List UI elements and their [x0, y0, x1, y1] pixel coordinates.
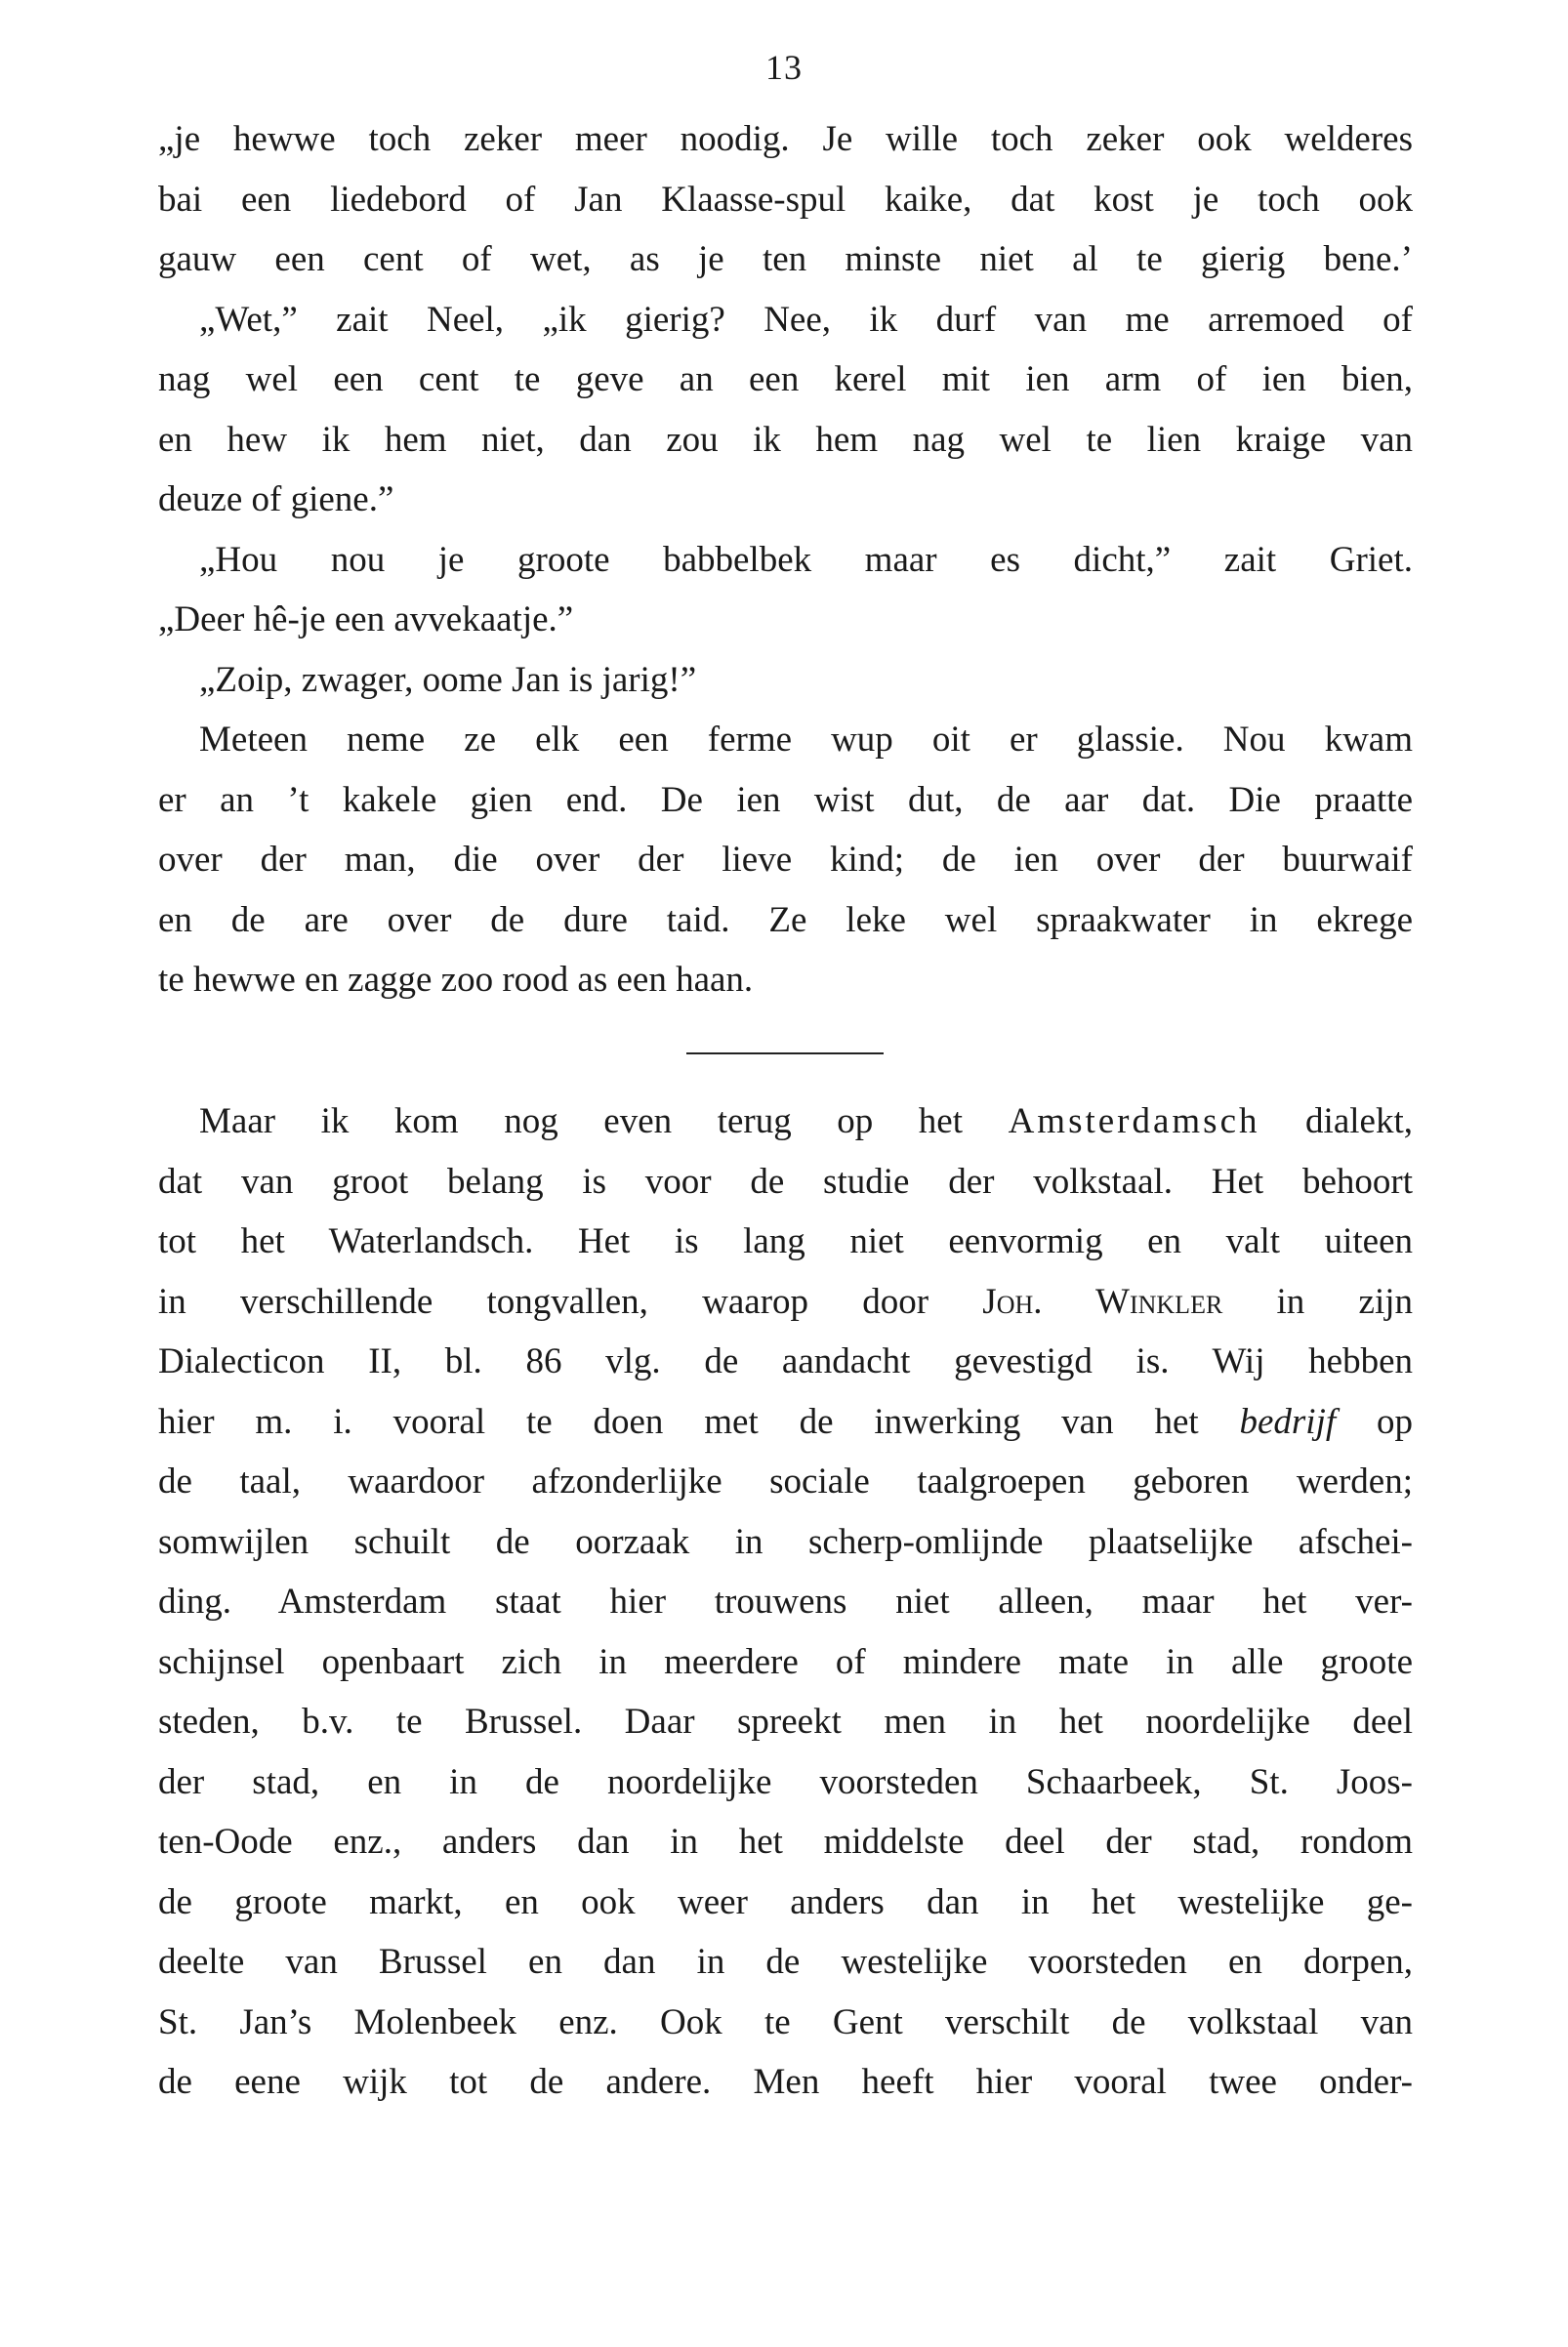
text-line: deelte van Brussel en dan in de westelijke voorsteden en dorpen,: [158, 1942, 1413, 1982]
text-line: de groote markt, en ook weer anders dan in het westelijke ge-: [158, 1881, 1413, 1922]
italic-word: bedrijf: [1239, 1401, 1337, 1442]
text-line: „Hou nou je groote babbelbek maar es dicht,” zait Griet.: [199, 539, 1413, 580]
text-line: in verschillende tongvallen, waarop door Joh. Winkler in zijn: [158, 1281, 1414, 1322]
text-line: deuze of giene.”: [158, 479, 394, 519]
text-line: over der man, die over der lieve kind; de ien over der buurwaif: [158, 840, 1413, 880]
spaced-word: Amsterdamsch: [1008, 1101, 1260, 1141]
text-line: te hewwe en zagge zoo rood as een haan.: [158, 960, 754, 1000]
text-line: somwijlen schuilt de oorzaak in scherp-omlijnde plaatselijke afschei-: [158, 1521, 1413, 1562]
text-line: Dialecticon II, bl. 86 vlg. de aandacht gevestigd is. Wij hebben: [158, 1341, 1413, 1381]
text-line: St. Jan’s Molenbeek enz. Ook te Gent verschilt de volkstaal van: [158, 2001, 1413, 2042]
section-divider: [686, 1052, 884, 1054]
text-line: de eene wijk tot de andere. Men heeft hier vooral twee onder-: [158, 2062, 1413, 2102]
text-line: nag wel een cent te geve an een kerel mit ien arm of ien bien,: [158, 359, 1413, 399]
text-line: bai een liedebord of Jan Klaasse-spul kaike, dat kost je toch ook: [158, 179, 1413, 220]
text-line: „Zoip, zwager, oome Jan is jarig!”: [199, 659, 697, 700]
dialogue-section: [158, 109, 1413, 1010]
text-line: Maar ik kom nog even terug op het Amsterdamsch dialekt,: [199, 1101, 1413, 1141]
text-line: gauw een cent of wet, as je ten minste niet al te gierig bene.’: [158, 239, 1413, 279]
text-line: schijnsel openbaart zich in meerdere of mindere mate in alle groote: [158, 1641, 1413, 1682]
text-line: „Wet,” zait Neel, „ik gierig? Nee, ik durf van me arremoed of: [199, 299, 1413, 340]
text-line: der stad, en in de noordelijke voorsteden Schaarbeek, St. Joos-: [158, 1761, 1413, 1802]
text-line: en hew ik hem niet, dan zou ik hem nag wel te lien kraige van: [158, 419, 1413, 460]
text-line: Meteen neme ze elk een ferme wup oit er glassie. Nou kwam: [199, 720, 1413, 760]
text-line: en de are over de dure taid. Ze leke wel spraakwater in ekrege: [158, 899, 1413, 940]
author-name: Joh. Winkler: [982, 1281, 1223, 1322]
text-line: tot het Waterlandsch. Het is lang niet eenvormig en valt uiteen: [158, 1221, 1413, 1261]
text-line: „Deer hê-je een avvekaatje.”: [158, 599, 574, 639]
text-line: dat van groot belang is voor de studie der volkstaal. Het behoort: [158, 1161, 1413, 1202]
text-line: ding. Amsterdam staat hier trouwens niet alleen, maar het ver-: [158, 1582, 1413, 1622]
text-line: de taal, waardoor afzonderlijke sociale taalgroepen geboren werden;: [158, 1462, 1413, 1502]
text-line: steden, b.v. te Brussel. Daar spreekt men in het noordelijke deel: [158, 1702, 1413, 1742]
essay-section: [158, 1091, 1413, 2113]
text-line: „je hewwe toch zeker meer noodig. Je wille toch zeker ook welderes: [158, 119, 1413, 159]
text-line: ten-Oode enz., anders dan in het middelste deel der stad, rondom: [158, 1822, 1413, 1862]
text-line: er an ’t kakele gien end. De ien wist dut, de aar dat. Die praatte: [158, 779, 1413, 820]
text-line: hier m. i. vooral te doen met de inwerking van het bedrijf op: [158, 1401, 1413, 1442]
page-number: 13: [765, 48, 803, 87]
